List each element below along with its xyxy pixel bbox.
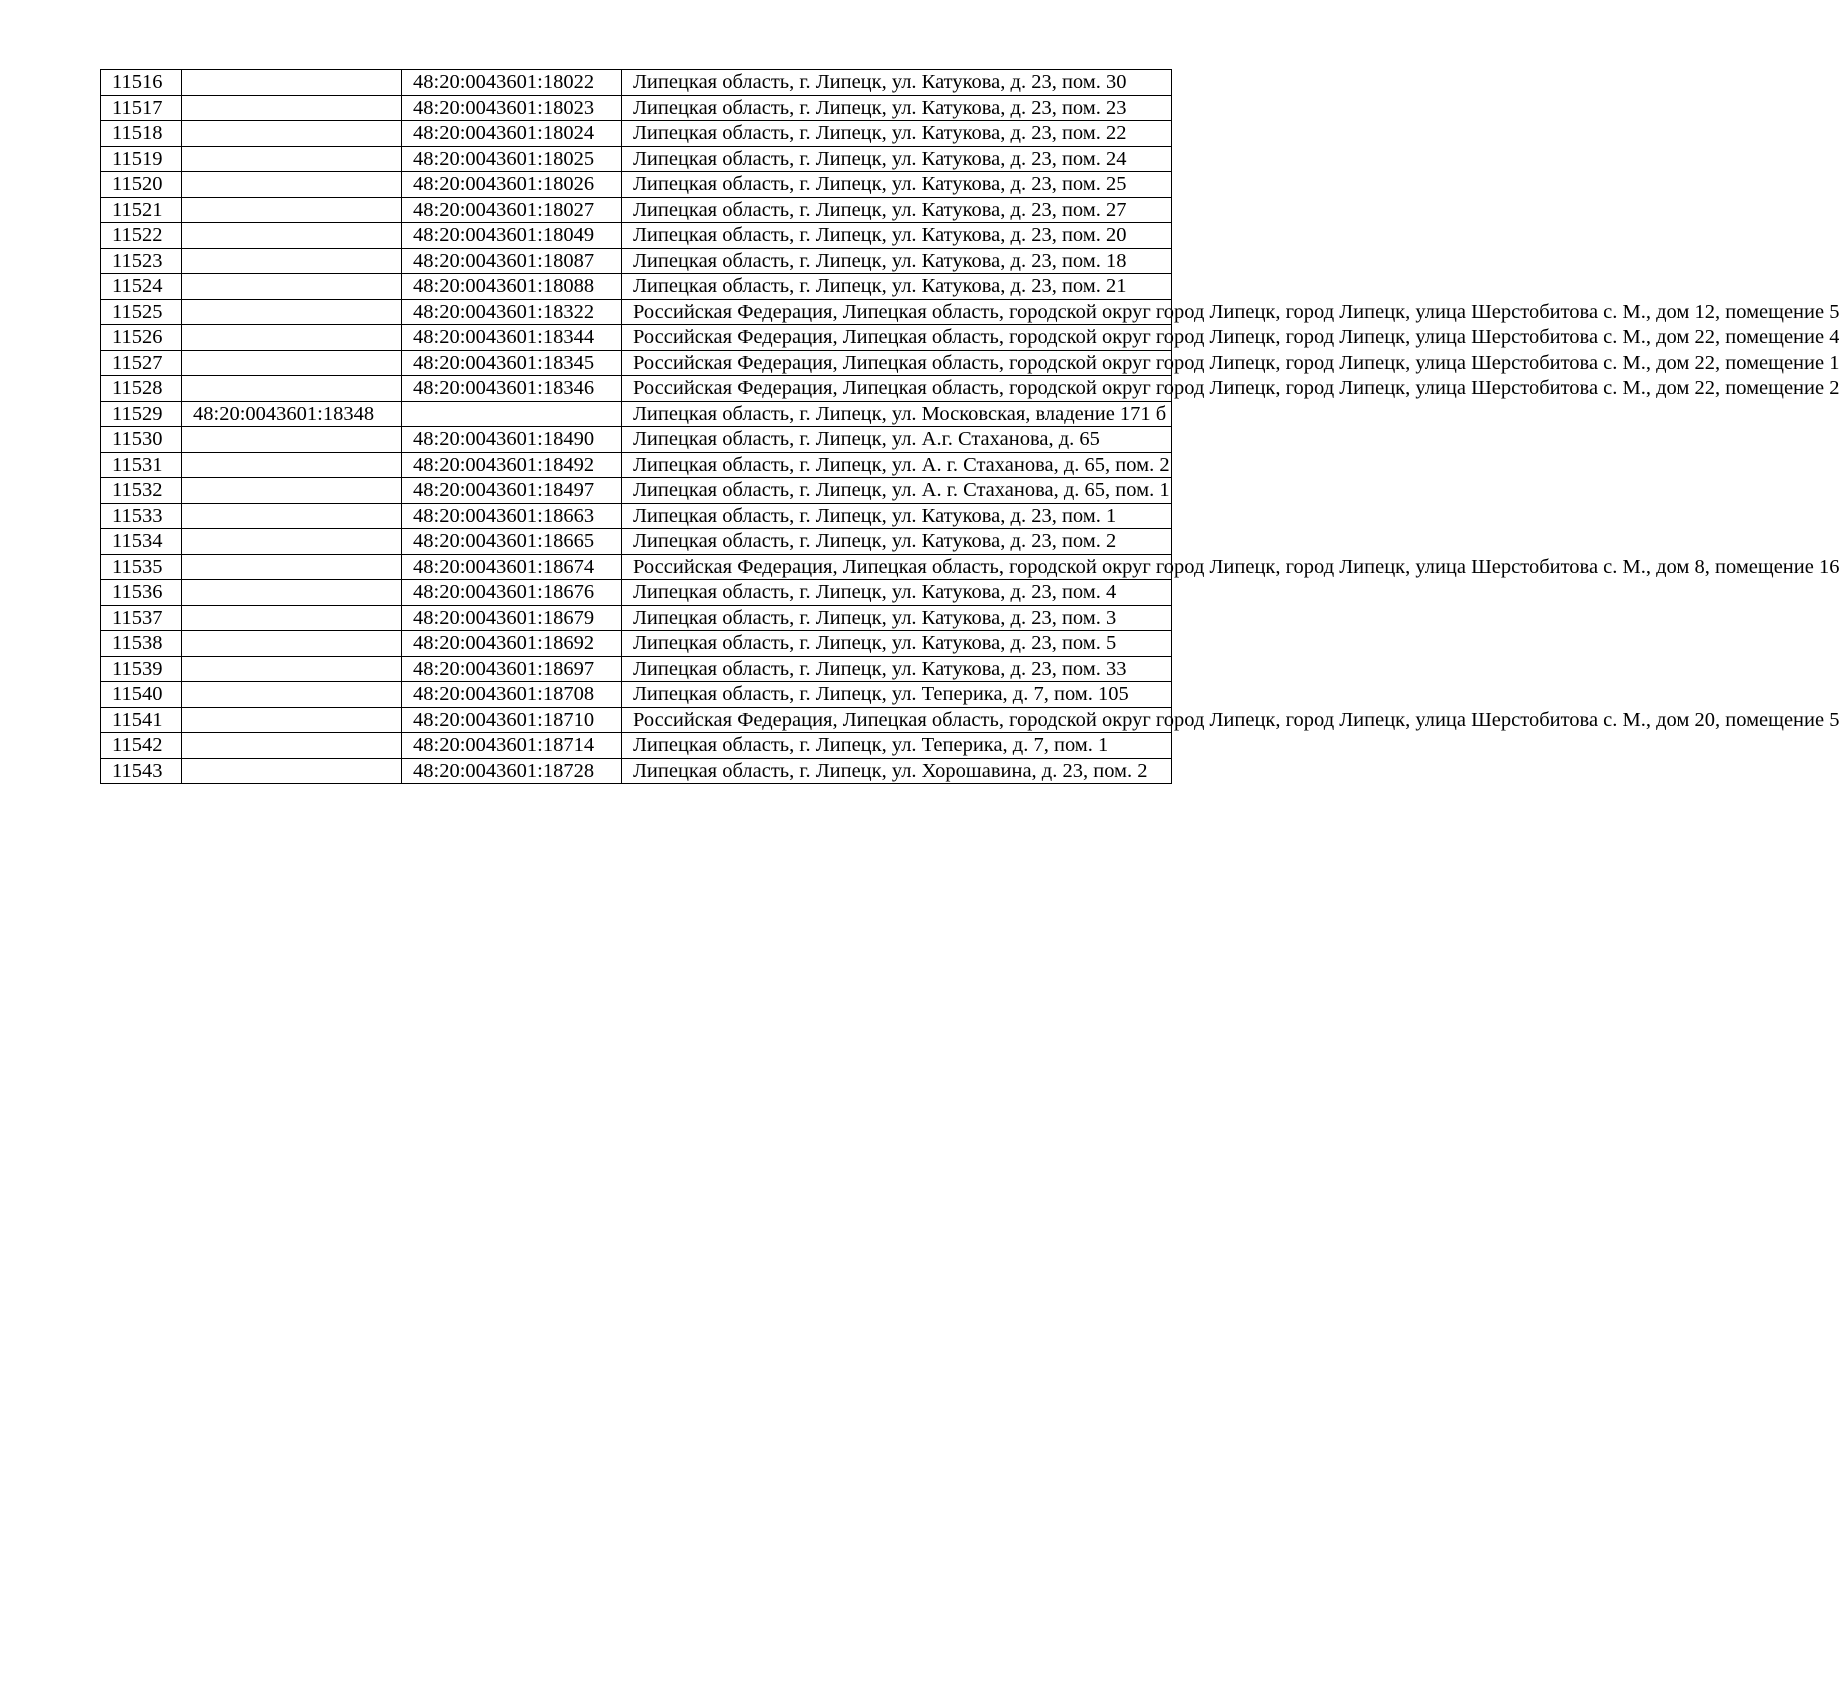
- parcel-cadastral-number: [182, 146, 402, 172]
- table-row: [101, 223, 1172, 249]
- table-row: [101, 248, 1172, 274]
- parcel-cadastral-number: [182, 172, 402, 198]
- address-cell: Липецкая область, г. Липецк, ул. Катукова, д. 23, пом. 5: [622, 631, 1172, 657]
- parcel-cadastral-number: [182, 503, 402, 529]
- object-cadastral-number: 48:20:0043601:18345: [402, 350, 622, 376]
- row-number: 11530: [101, 427, 182, 453]
- object-cadastral-number: 48:20:0043601:18663: [402, 503, 622, 529]
- parcel-cadastral-number: [182, 376, 402, 402]
- address-cell: Липецкая область, г. Липецк, ул. Теперика, д. 7, пом. 105: [622, 682, 1172, 708]
- object-cadastral-number: 48:20:0043601:18676: [402, 580, 622, 606]
- parcel-cadastral-number: [182, 656, 402, 682]
- address-cell: Липецкая область, г. Липецк, ул. Катукова, д. 23, пом. 1: [622, 503, 1172, 529]
- parcel-cadastral-number: [182, 580, 402, 606]
- object-cadastral-number: 48:20:0043601:18714: [402, 733, 622, 759]
- property-registry-table: [100, 69, 1839, 784]
- parcel-cadastral-number: [182, 70, 402, 96]
- address-cell: Российская Федерация, Липецкая область, городской округ город Липецк, город Липецк, улица Шерстобитова с. М., дом 22, помещение 1: [622, 350, 1172, 376]
- address-cell: Липецкая область, г. Липецк, ул. Катукова, д. 23, пом. 33: [622, 656, 1172, 682]
- parcel-cadastral-number: [182, 223, 402, 249]
- parcel-cadastral-number: [182, 197, 402, 223]
- parcel-cadastral-number: [182, 248, 402, 274]
- table-row: [101, 605, 1172, 631]
- address-cell: Липецкая область, г. Липецк, ул. А. г. Стаханова, д. 65, пом. 2: [622, 452, 1172, 478]
- object-cadastral-number: 48:20:0043601:18492: [402, 452, 622, 478]
- parcel-cadastral-number: [182, 121, 402, 147]
- parcel-cadastral-number: [182, 427, 402, 453]
- row-number: 11536: [101, 580, 182, 606]
- parcel-cadastral-number: [182, 350, 402, 376]
- address-cell: Российская Федерация, Липецкая область, городской округ город Липецк, город Липецк, улица Шерстобитова с. М., дом 22, помещение 4: [622, 325, 1172, 351]
- parcel-cadastral-number: [182, 274, 402, 300]
- address-cell: Липецкая область, г. Липецк, ул. Катукова, д. 23, пом. 18: [622, 248, 1172, 274]
- row-number: 11518: [101, 121, 182, 147]
- parcel-cadastral-number: [182, 529, 402, 555]
- object-cadastral-number: 48:20:0043601:18697: [402, 656, 622, 682]
- table-row: [101, 682, 1172, 708]
- table-row: [101, 707, 1172, 733]
- row-number: 11525: [101, 299, 182, 325]
- row-number: 11527: [101, 350, 182, 376]
- parcel-cadastral-number: [182, 325, 402, 351]
- parcel-cadastral-number: [182, 605, 402, 631]
- object-cadastral-number: 48:20:0043601:18710: [402, 707, 622, 733]
- row-number: 11543: [101, 758, 182, 784]
- table-row: [101, 758, 1172, 784]
- object-cadastral-number: 48:20:0043601:18023: [402, 95, 622, 121]
- address-cell: Российская Федерация, Липецкая область, городской округ город Липецк, город Липецк, улица Шерстобитова с. М., дом 8, помещение 16: [622, 554, 1172, 580]
- object-cadastral-number: [402, 401, 622, 427]
- address-cell: Липецкая область, г. Липецк, ул. Катукова, д. 23, пом. 21: [622, 274, 1172, 300]
- object-cadastral-number: 48:20:0043601:18490: [402, 427, 622, 453]
- parcel-cadastral-number: [182, 478, 402, 504]
- address-cell: Липецкая область, г. Липецк, ул. Катукова, д. 23, пом. 22: [622, 121, 1172, 147]
- row-number: 11529: [101, 401, 182, 427]
- object-cadastral-number: 48:20:0043601:18322: [402, 299, 622, 325]
- table-row: [101, 401, 1172, 427]
- object-cadastral-number: 48:20:0043601:18022: [402, 70, 622, 96]
- address-cell: Липецкая область, г. Липецк, ул. Московская, владение 171 б: [622, 401, 1172, 427]
- address-cell: Российская Федерация, Липецкая область, городской округ город Липецк, город Липецк, улица Шерстобитова с. М., дом 12, помещение 5: [622, 299, 1172, 325]
- table-row: [101, 580, 1172, 606]
- object-cadastral-number: 48:20:0043601:18679: [402, 605, 622, 631]
- table-row: [101, 452, 1172, 478]
- parcel-cadastral-number: [182, 631, 402, 657]
- object-cadastral-number: 48:20:0043601:18346: [402, 376, 622, 402]
- parcel-cadastral-number: [182, 682, 402, 708]
- row-number: 11532: [101, 478, 182, 504]
- address-cell: Липецкая область, г. Липецк, ул. Катукова, д. 23, пом. 30: [622, 70, 1172, 96]
- row-number: 11533: [101, 503, 182, 529]
- row-number: 11534: [101, 529, 182, 555]
- row-number: 11542: [101, 733, 182, 759]
- address-cell: Липецкая область, г. Липецк, ул. А.г. Стаханова, д. 65: [622, 427, 1172, 453]
- address-cell: Липецкая область, г. Липецк, ул. Катукова, д. 23, пом. 27: [622, 197, 1172, 223]
- object-cadastral-number: 48:20:0043601:18344: [402, 325, 622, 351]
- row-number: 11528: [101, 376, 182, 402]
- table-row: [101, 631, 1172, 657]
- row-number: 11531: [101, 452, 182, 478]
- address-cell: Липецкая область, г. Липецк, ул. Катукова, д. 23, пом. 24: [622, 146, 1172, 172]
- table-row: [101, 427, 1172, 453]
- row-number: 11524: [101, 274, 182, 300]
- table-row: [101, 146, 1172, 172]
- table-row: [101, 350, 1172, 376]
- row-number: 11520: [101, 172, 182, 198]
- table-body: [101, 70, 1839, 784]
- table-row: [101, 656, 1172, 682]
- row-number: 11535: [101, 554, 182, 580]
- object-cadastral-number: 48:20:0043601:18027: [402, 197, 622, 223]
- address-cell: Липецкая область, г. Липецк, ул. Катукова, д. 23, пом. 4: [622, 580, 1172, 606]
- object-cadastral-number: 48:20:0043601:18049: [402, 223, 622, 249]
- address-cell: Липецкая область, г. Липецк, ул. Катукова, д. 23, пом. 2: [622, 529, 1172, 555]
- parcel-cadastral-number: [182, 554, 402, 580]
- parcel-cadastral-number: [182, 95, 402, 121]
- table-row: [101, 529, 1172, 555]
- parcel-cadastral-number: [182, 707, 402, 733]
- table-row: [101, 376, 1172, 402]
- object-cadastral-number: 48:20:0043601:18708: [402, 682, 622, 708]
- row-number: 11519: [101, 146, 182, 172]
- address-cell: Липецкая область, г. Липецк, ул. Катукова, д. 23, пом. 20: [622, 223, 1172, 249]
- row-number: 11538: [101, 631, 182, 657]
- address-cell: Липецкая область, г. Липецк, ул. Катукова, д. 23, пом. 23: [622, 95, 1172, 121]
- address-cell: Российская Федерация, Липецкая область, городской округ город Липецк, город Липецк, улица Шерстобитова с. М., дом 20, помещение 5: [622, 707, 1172, 733]
- table-row: [101, 274, 1172, 300]
- object-cadastral-number: 48:20:0043601:18665: [402, 529, 622, 555]
- row-number: 11537: [101, 605, 182, 631]
- address-cell: Липецкая область, г. Липецк, ул. Катукова, д. 23, пом. 3: [622, 605, 1172, 631]
- object-cadastral-number: 48:20:0043601:18692: [402, 631, 622, 657]
- object-cadastral-number: 48:20:0043601:18088: [402, 274, 622, 300]
- address-cell: Липецкая область, г. Липецк, ул. А. г. Стаханова, д. 65, пом. 1: [622, 478, 1172, 504]
- parcel-cadastral-number: [182, 299, 402, 325]
- object-cadastral-number: 48:20:0043601:18497: [402, 478, 622, 504]
- table-row: [101, 70, 1172, 96]
- address-cell: Российская Федерация, Липецкая область, городской округ город Липецк, город Липецк, улица Шерстобитова с. М., дом 22, помещение 2: [622, 376, 1172, 402]
- address-cell: Липецкая область, г. Липецк, ул. Теперика, д. 7, пом. 1: [622, 733, 1172, 759]
- table-row: [101, 554, 1172, 580]
- table-row: [101, 299, 1172, 325]
- row-number: 11517: [101, 95, 182, 121]
- parcel-cadastral-number: 48:20:0043601:18348: [182, 401, 402, 427]
- row-number: 11539: [101, 656, 182, 682]
- row-number: 11526: [101, 325, 182, 351]
- address-cell: Липецкая область, г. Липецк, ул. Хорошавина, д. 23, пом. 2: [622, 758, 1172, 784]
- parcel-cadastral-number: [182, 452, 402, 478]
- parcel-cadastral-number: [182, 733, 402, 759]
- table-row: [101, 121, 1172, 147]
- document-page: [100, 69, 1839, 784]
- table-row: [101, 478, 1172, 504]
- object-cadastral-number: 48:20:0043601:18728: [402, 758, 622, 784]
- row-number: 11540: [101, 682, 182, 708]
- table-row: [101, 95, 1172, 121]
- table-row: [101, 733, 1172, 759]
- object-cadastral-number: 48:20:0043601:18026: [402, 172, 622, 198]
- object-cadastral-number: 48:20:0043601:18087: [402, 248, 622, 274]
- table-row: [101, 197, 1172, 223]
- row-number: 11521: [101, 197, 182, 223]
- row-number: 11522: [101, 223, 182, 249]
- table-row: [101, 325, 1172, 351]
- object-cadastral-number: 48:20:0043601:18024: [402, 121, 622, 147]
- row-number: 11541: [101, 707, 182, 733]
- parcel-cadastral-number: [182, 758, 402, 784]
- row-number: 11523: [101, 248, 182, 274]
- row-number: 11516: [101, 70, 182, 96]
- object-cadastral-number: 48:20:0043601:18025: [402, 146, 622, 172]
- table-row: [101, 172, 1172, 198]
- table-row: [101, 503, 1172, 529]
- address-cell: Липецкая область, г. Липецк, ул. Катукова, д. 23, пом. 25: [622, 172, 1172, 198]
- object-cadastral-number: 48:20:0043601:18674: [402, 554, 622, 580]
